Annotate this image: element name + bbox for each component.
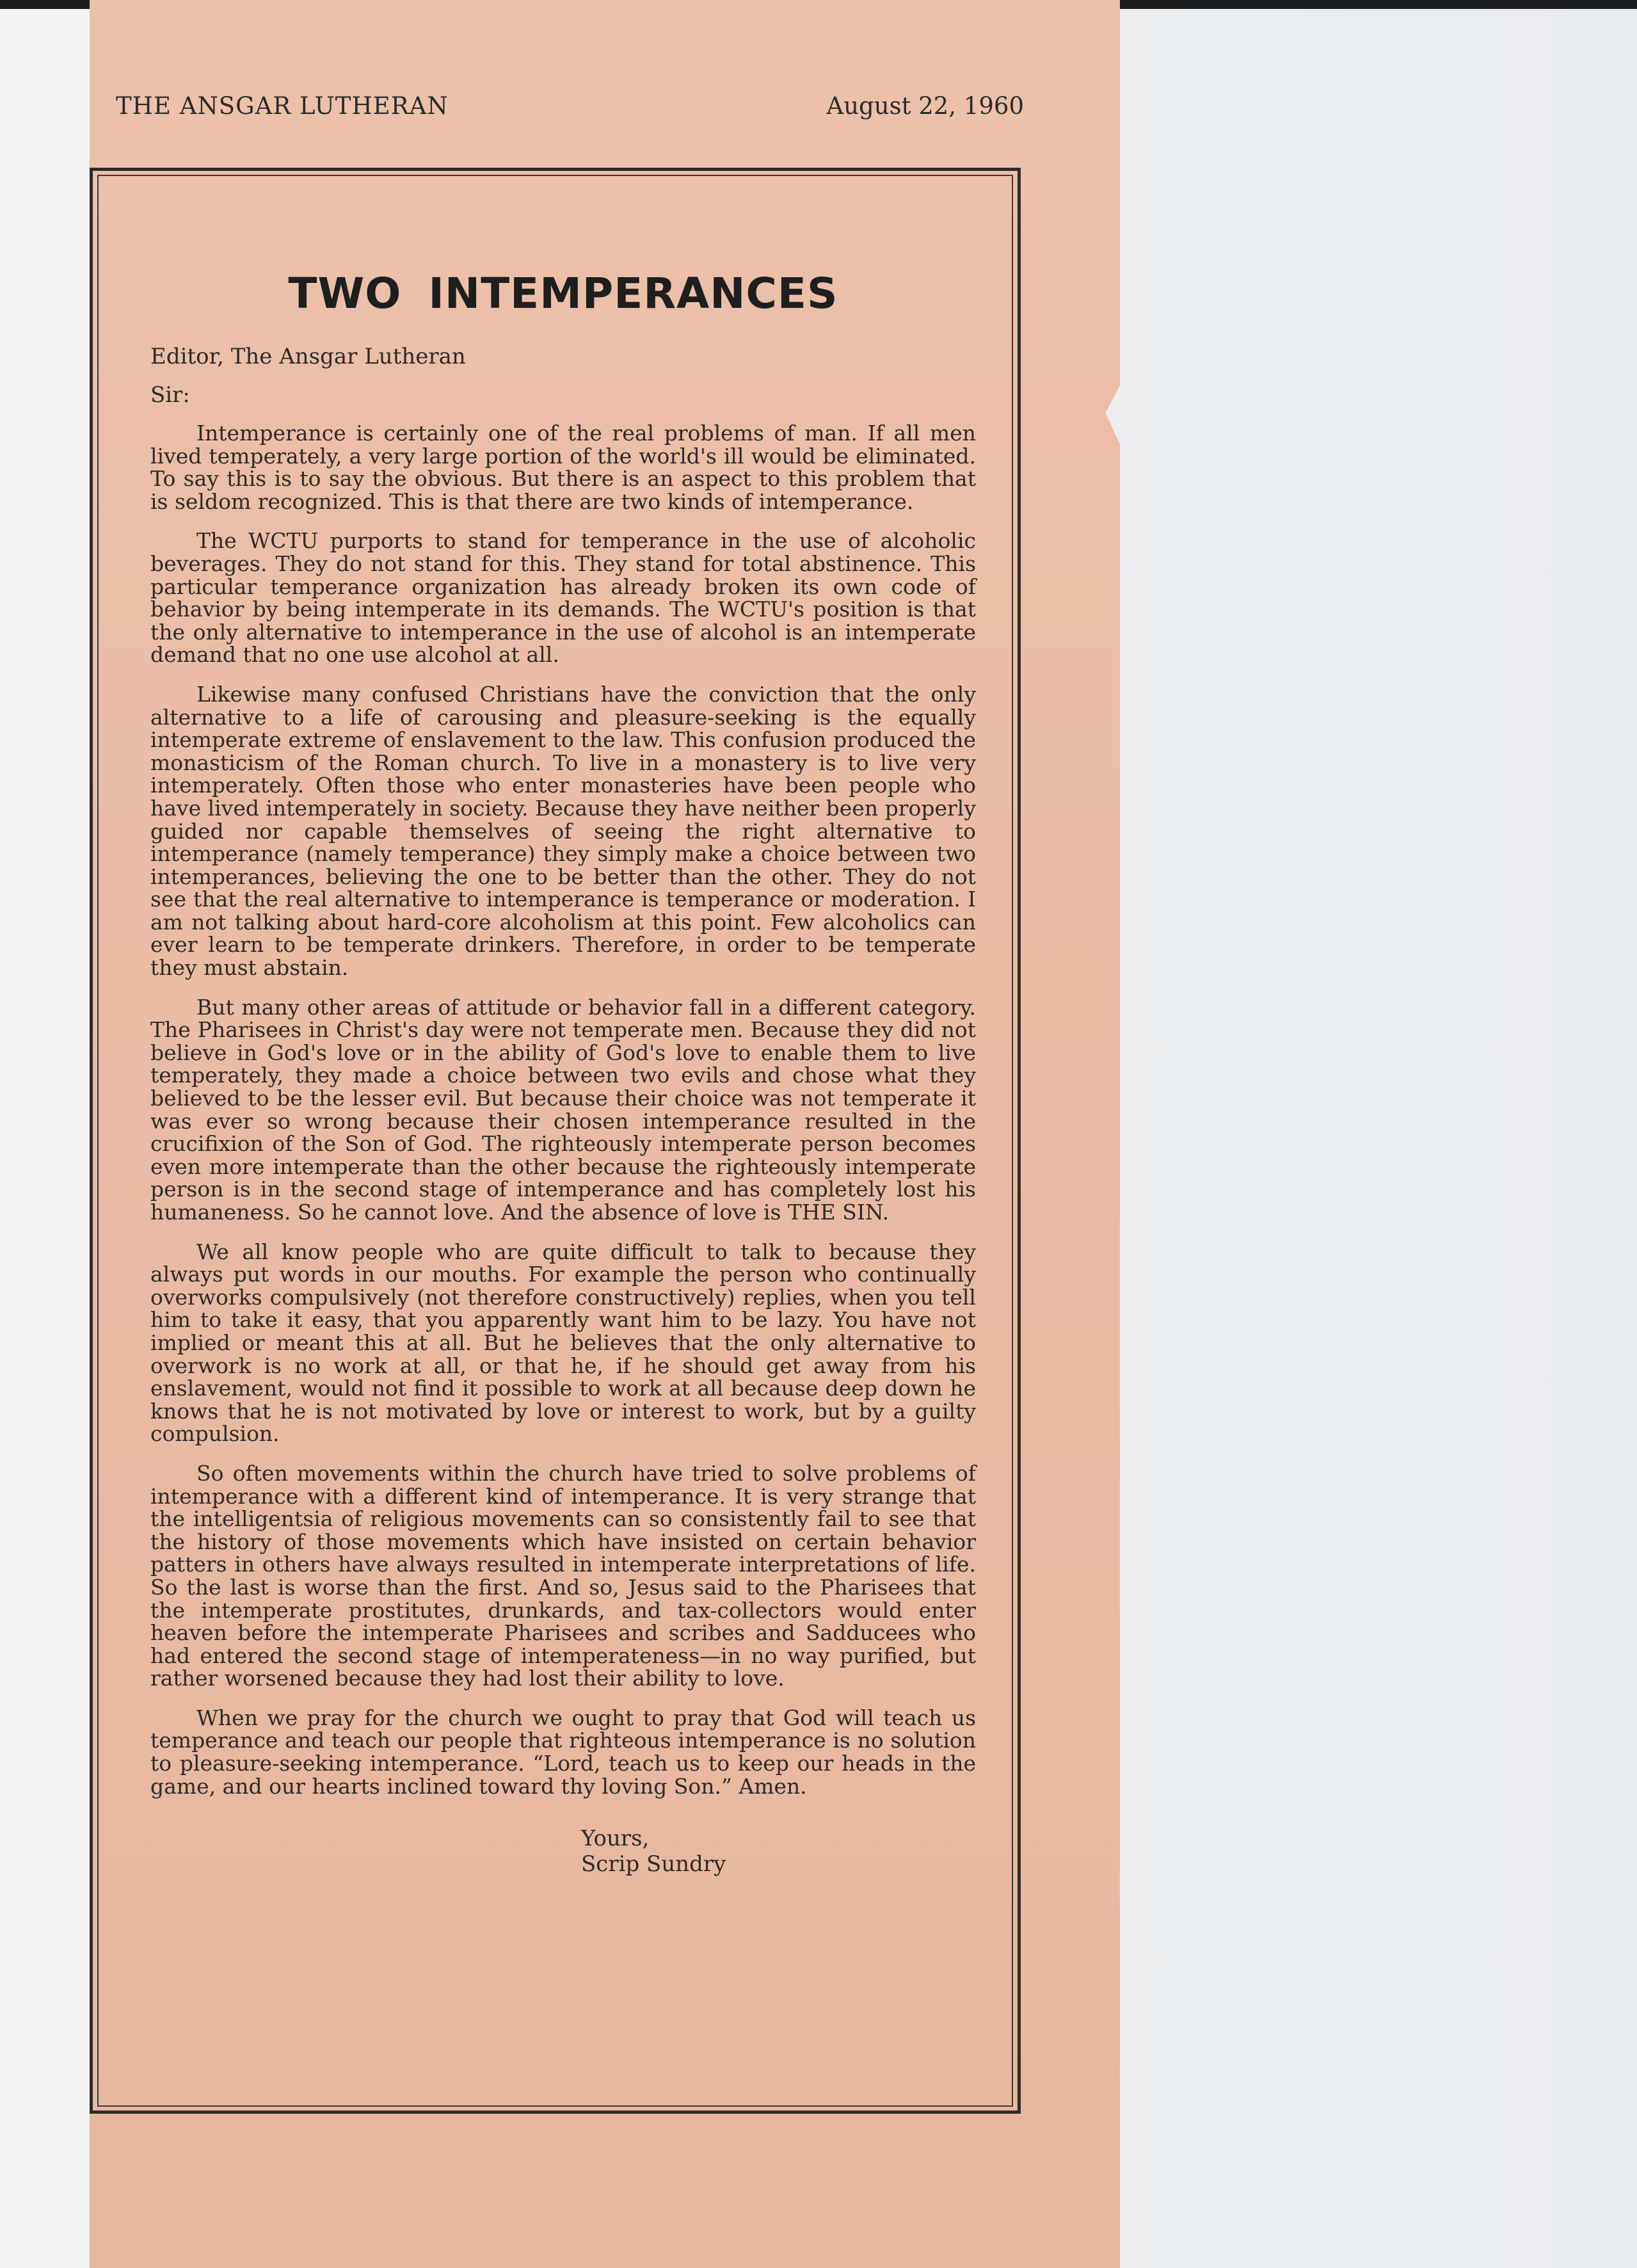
publication-name: THE ANSGAR LUTHERAN (116, 92, 449, 120)
paragraph: Intemperance is certainly one of the real problems of man. If all men lived temperately, a very large portion of the world's ill would be eliminated. To say this is to say the obvious. But there is an aspect to this problem that is seldom recognized. This is that there are two kinds of intemperance. (150, 421, 976, 514)
paragraph: The WCTU purports to stand for temperance in the use of alcoholic beverages. They do not stand for this. They stand for total abstinence. This particular temperance organization has already broken its own code of behavior by being intemperate in its demands. The WCTU's position is that the only alternative to intemperance in the use of alcohol is an intemperate demand that no one use alcohol at all. (150, 528, 976, 668)
salutation-recipient: Editor, The Ansgar Lutheran (150, 344, 466, 369)
paragraph: Likewise many confused Christians have the conviction that the only alternative to a life of carousing and pleasure-seeking is the equally intemperate extreme of enslavement to the law. This confusion produced the monasticism of the Roman church. To live in a monastery is to live very intemperately. Often those who enter monasteries have been people who have lived intemperately in society. Because they have neither been properly guided nor capable themselves of seeing the right alternative to intemperance (namely temperance) they simply make a choice between two intemperances, believing the one to be better than the other. They do not see that the real alternative to intemperance is temperance or moderation. I am not talking about hard-core alcoholism at this point. Few alcoholics can ever learn to be temperate drinkers. Therefore, in order to be temperate they must abstain. (150, 681, 976, 981)
paragraph: When we pray for the church we ought to pray that God will teach us temperance and teach our people that righteous intemperance is no solution to pleasure-seeking intemperance. “Lord, teach us to keep our heads in the game, and our hearts inclined toward thy loving Son.” Amen. (150, 1705, 976, 1799)
letter-closing (581, 1826, 976, 1877)
paragraph: We all know people who are quite difficult to talk to because they always put words in our mouths. For example the person who continually overworks compulsively (not therefore constructively) replies, when you tell him to take it easy, that you apparently want him to be lazy. You have not implied or meant this at all. But he believes that the only alternative to overwork is no work at all, or that he, if he should get away from his enslavement, would not find it possible to work at all because deep down he knows that he is not motivated by love or interest to work, but by a guilty compulsion. (150, 1239, 976, 1447)
closing-word: Yours, (581, 1826, 650, 1852)
article-title: TWO INTEMPERANCES (288, 269, 838, 318)
letter-article (150, 269, 976, 1877)
paragraph: But many other areas of attitude or behavior fall in a different category. The Pharisees in Christ's day were not temperate men. Because they did not believe in God's love or in the ability of God's love to enable them to live temperately, they made a choice between two evils and chose what they believed to be the lesser evil. But because their choice was not temperate it was ever so wrong because their chosen intemperance resulted in the crucifixion of the Son of God. The righteously intemperate person becomes even more intemperate than the other because the righteously intemperate person is in the second stage of intemperance and has completely lost his humaneness. So he cannot love. And the absence of love is THE SIN. (150, 994, 976, 1225)
publication-date: August 22, 1960 (826, 92, 1024, 120)
signature: Scrip Sundry (581, 1851, 726, 1878)
salutation-greeting: Sir: (150, 382, 190, 408)
paragraph: So often movements within the church have tried to solve problems of intemperance with a different kind of intemperance. It is very strange that the intelligentsia of religious movements can so consistently fail to see that the history of those movements which have insisted on certain behavior patters in others have always resulted in intemperate interpretations of life. So the last is worse than the first. And so, Jesus said to the Pharisees that the intemperate prostitutes, drunkards, and tax-collectors would enter heaven before the intemperate Pharisees and scribes and Sadducees who had entered the second stage of intemperateness—in no way purified, but rather worsened because they had lost their ability to love. (150, 1460, 976, 1691)
